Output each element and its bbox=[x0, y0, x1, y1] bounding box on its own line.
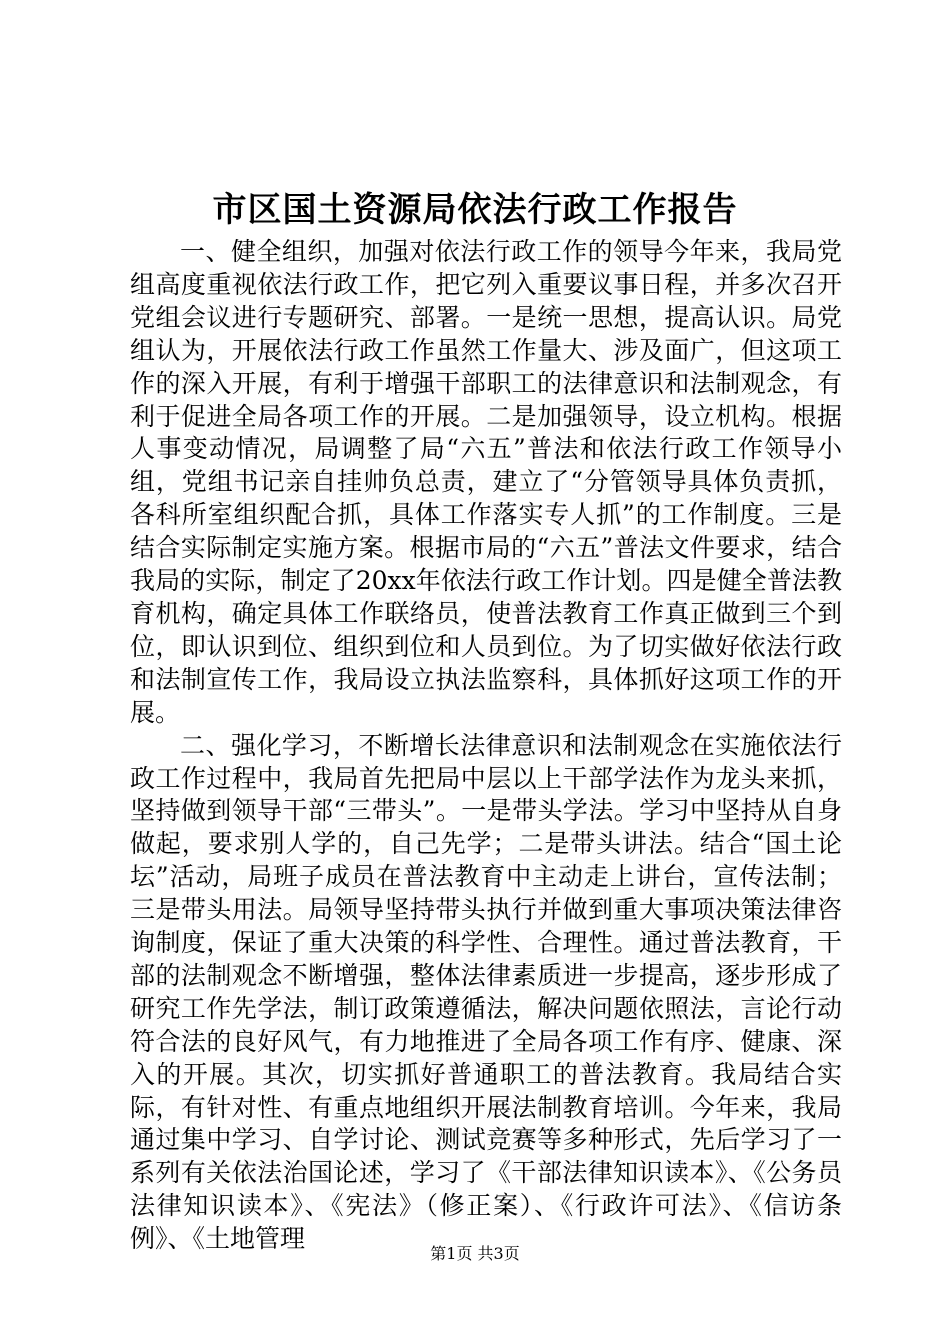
document-body bbox=[130, 236, 842, 1256]
document-title: 市区国土资源局依法行政工作报告 bbox=[212, 190, 738, 230]
paragraph-2: 二、强化学习，不断增长法律意识和法制观念在实施依法行政工作过程中，我局首先把局中层以上干部学法作为龙头来抓，坚持做到领导干部“三带头”。一是带头学法。学习中坚持从自身做起，要求别人学的，自己先学；二是带头讲法。结合“国土论坛”活动，局班子成员在普法教育中主动走上讲台，宣传法制；三是带头用法。局领导坚持带头执行并做到重大事项决策法律咨询制度，保证了重大决策的科学性、合理性。通过普法教育，干部的法制观念不断增强，整体法律素质进一步提高，逐步形成了研究工作先学法，制订政策遵循法，解决问题依照法，言论行动符合法的良好风气，有力地推进了全局各项工作有序、健康、深入的开展。其次，切实抓好普通职工的普法教育。我局结合实际，有针对性、有重点地组织开展法制教育培训。今年来，我局通过集中学习、自学讨论、测试竞赛等多种形式，先后学习了一系列有关依法治国论述，学习了《干部法律知识读本》、《公务员法律知识读本》、《宪法》（修正案）、《行政许可法》、《信访条例》、《土地管理 bbox=[130, 730, 842, 1254]
page-footer: 第1页 共3页 bbox=[430, 1244, 520, 1263]
paragraph-1: 一、健全组织，加强对依法行政工作的领导今年来，我局党组高度重视依法行政工作，把它列入重要议事日程，并多次召开党组会议进行专题研究、部署。一是统一思想，提高认识。局党组认为，开展依法行政工作虽然工作量大、涉及面广，但这项工作的深入开展，有利于增强干部职工的法律意识和法制观念，有利于促进全局各项工作的开展。二是加强领导，设立机构。根据人事变动情况，局调整了局“六五”普法和依法行政工作领导小组，党组书记亲自挂帅负总责，建立了“分管领导具体负责抓，各科所室组织配合抓，具体工作落实专人抓”的工作制度。三是结合实际制定实施方案。根据市局的“六五”普法文件要求，结合我局的实际，制定了20xx年依法行政工作计划。四是健全普法教育机构，确定具体工作联络员，使普法教育工作真正做到三个到位，即认识到位、组织到位和人员到位。为了切实做好依法行政和法制宣传工作，我局设立执法监察科，具体抓好这项工作的开展。 bbox=[130, 237, 842, 727]
